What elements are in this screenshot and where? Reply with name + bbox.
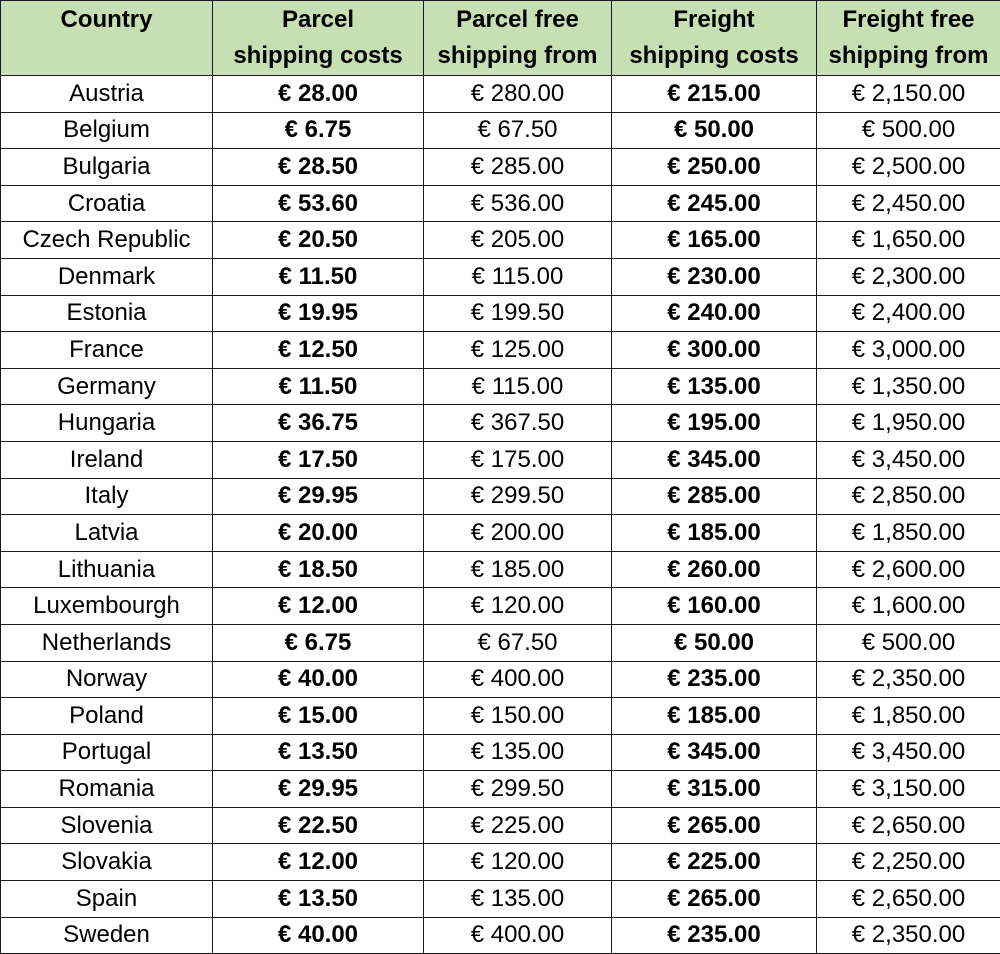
- table-row: [1, 771, 1000, 808]
- freight-shipping-cost-cell: € 185.00: [612, 698, 817, 735]
- parcel-free-shipping-from-cell: € 367.50: [424, 405, 612, 442]
- parcel-free-shipping-from-cell: € 135.00: [424, 881, 612, 918]
- parcel-free-shipping-from-cell: € 299.50: [424, 771, 612, 808]
- freight-shipping-cost-cell: € 245.00: [612, 185, 817, 222]
- parcel-free-shipping-from-cell: € 200.00: [424, 515, 612, 552]
- table-row: [1, 222, 1000, 259]
- table-row: [1, 624, 1000, 661]
- table-row: [1, 807, 1000, 844]
- country-cell: Slovakia: [1, 844, 213, 881]
- country-cell: Italy: [1, 478, 213, 515]
- country-cell: Lithuania: [1, 551, 213, 588]
- freight-free-shipping-from-cell: € 2,250.00: [817, 844, 1000, 881]
- freight-shipping-cost-cell: € 250.00: [612, 149, 817, 186]
- header-country-label: Country: [1, 2, 212, 38]
- freight-free-shipping-from-cell: € 2,400.00: [817, 295, 1000, 332]
- country-cell: Austria: [1, 76, 213, 113]
- table-row: [1, 185, 1000, 222]
- freight-free-shipping-from-cell: € 1,600.00: [817, 588, 1000, 625]
- freight-free-shipping-from-cell: € 2,850.00: [817, 478, 1000, 515]
- parcel-free-shipping-from-cell: € 125.00: [424, 332, 612, 369]
- parcel-shipping-cost-cell: € 12.00: [213, 844, 424, 881]
- header-line: Parcel: [213, 2, 423, 38]
- table-row: [1, 149, 1000, 186]
- country-cell: Sweden: [1, 917, 213, 954]
- freight-free-shipping-from-cell: € 3,450.00: [817, 441, 1000, 478]
- country-cell: Denmark: [1, 258, 213, 295]
- parcel-free-shipping-from-cell: € 225.00: [424, 807, 612, 844]
- header-line: Freight free: [817, 2, 1000, 38]
- parcel-shipping-cost-cell: € 28.50: [213, 149, 424, 186]
- parcel-shipping-cost-cell: € 13.50: [213, 734, 424, 771]
- table-row: [1, 332, 1000, 369]
- country-cell: Latvia: [1, 515, 213, 552]
- parcel-shipping-cost-cell: € 12.00: [213, 588, 424, 625]
- freight-shipping-cost-cell: € 235.00: [612, 917, 817, 954]
- parcel-free-shipping-from-cell: € 115.00: [424, 258, 612, 295]
- table-row: [1, 588, 1000, 625]
- freight-shipping-cost-cell: € 135.00: [612, 368, 817, 405]
- parcel-shipping-cost-cell: € 28.00: [213, 76, 424, 113]
- country-cell: Germany: [1, 368, 213, 405]
- freight-free-shipping-from-cell: € 2,600.00: [817, 551, 1000, 588]
- table-row: [1, 258, 1000, 295]
- country-cell: Luxembourgh: [1, 588, 213, 625]
- parcel-free-shipping-from-cell: € 150.00: [424, 698, 612, 735]
- freight-shipping-cost-cell: € 160.00: [612, 588, 817, 625]
- freight-shipping-cost-cell: € 300.00: [612, 332, 817, 369]
- parcel-shipping-cost-cell: € 22.50: [213, 807, 424, 844]
- header-freight-shipping-costs: [612, 1, 817, 76]
- country-cell: Netherlands: [1, 624, 213, 661]
- freight-free-shipping-from-cell: € 3,150.00: [817, 771, 1000, 808]
- parcel-free-shipping-from-cell: € 285.00: [424, 149, 612, 186]
- header-line: shipping costs: [612, 38, 816, 74]
- freight-free-shipping-from-cell: € 1,350.00: [817, 368, 1000, 405]
- parcel-shipping-cost-cell: € 53.60: [213, 185, 424, 222]
- country-cell: Poland: [1, 698, 213, 735]
- parcel-free-shipping-from-cell: € 299.50: [424, 478, 612, 515]
- parcel-shipping-cost-cell: € 11.50: [213, 368, 424, 405]
- header-line: Parcel free: [424, 2, 611, 38]
- parcel-shipping-cost-cell: € 29.95: [213, 478, 424, 515]
- freight-shipping-cost-cell: € 165.00: [612, 222, 817, 259]
- freight-shipping-cost-cell: € 345.00: [612, 441, 817, 478]
- country-cell: Spain: [1, 881, 213, 918]
- freight-free-shipping-from-cell: € 2,650.00: [817, 881, 1000, 918]
- parcel-shipping-cost-cell: € 13.50: [213, 881, 424, 918]
- table-row: [1, 515, 1000, 552]
- parcel-free-shipping-from-cell: € 175.00: [424, 441, 612, 478]
- freight-free-shipping-from-cell: € 2,650.00: [817, 807, 1000, 844]
- table-row: [1, 734, 1000, 771]
- freight-free-shipping-from-cell: € 1,650.00: [817, 222, 1000, 259]
- table-row: [1, 405, 1000, 442]
- parcel-free-shipping-from-cell: € 280.00: [424, 76, 612, 113]
- table-row: [1, 698, 1000, 735]
- header-line: shipping from: [424, 38, 611, 74]
- parcel-shipping-cost-cell: € 15.00: [213, 698, 424, 735]
- parcel-shipping-cost-cell: € 6.75: [213, 112, 424, 149]
- freight-free-shipping-from-cell: € 2,150.00: [817, 76, 1000, 113]
- freight-shipping-cost-cell: € 235.00: [612, 661, 817, 698]
- parcel-shipping-cost-cell: € 29.95: [213, 771, 424, 808]
- parcel-free-shipping-from-cell: € 536.00: [424, 185, 612, 222]
- parcel-shipping-cost-cell: € 18.50: [213, 551, 424, 588]
- parcel-shipping-cost-cell: € 40.00: [213, 917, 424, 954]
- table-row: [1, 917, 1000, 954]
- country-cell: Estonia: [1, 295, 213, 332]
- freight-shipping-cost-cell: € 230.00: [612, 258, 817, 295]
- parcel-free-shipping-from-cell: € 400.00: [424, 661, 612, 698]
- header-country: [1, 1, 213, 76]
- table-row: [1, 881, 1000, 918]
- country-cell: Hungaria: [1, 405, 213, 442]
- country-cell: Romania: [1, 771, 213, 808]
- country-cell: Slovenia: [1, 807, 213, 844]
- freight-free-shipping-from-cell: € 2,350.00: [817, 917, 1000, 954]
- freight-shipping-cost-cell: € 265.00: [612, 807, 817, 844]
- parcel-free-shipping-from-cell: € 205.00: [424, 222, 612, 259]
- header-freight-free-shipping-from: [817, 1, 1000, 76]
- freight-shipping-cost-cell: € 260.00: [612, 551, 817, 588]
- parcel-free-shipping-from-cell: € 185.00: [424, 551, 612, 588]
- table-row: [1, 295, 1000, 332]
- parcel-free-shipping-from-cell: € 67.50: [424, 624, 612, 661]
- parcel-shipping-cost-cell: € 20.50: [213, 222, 424, 259]
- country-cell: Norway: [1, 661, 213, 698]
- freight-free-shipping-from-cell: € 500.00: [817, 112, 1000, 149]
- header-parcel-free-shipping-from: [424, 1, 612, 76]
- freight-shipping-cost-cell: € 315.00: [612, 771, 817, 808]
- parcel-shipping-cost-cell: € 36.75: [213, 405, 424, 442]
- country-cell: Czech Republic: [1, 222, 213, 259]
- country-cell: Croatia: [1, 185, 213, 222]
- freight-shipping-cost-cell: € 265.00: [612, 881, 817, 918]
- table-row: [1, 368, 1000, 405]
- header-parcel-shipping-costs: [213, 1, 424, 76]
- parcel-shipping-cost-cell: € 40.00: [213, 661, 424, 698]
- table-row: [1, 551, 1000, 588]
- freight-shipping-cost-cell: € 185.00: [612, 515, 817, 552]
- freight-shipping-cost-cell: € 50.00: [612, 112, 817, 149]
- parcel-free-shipping-from-cell: € 67.50: [424, 112, 612, 149]
- parcel-free-shipping-from-cell: € 120.00: [424, 588, 612, 625]
- freight-shipping-cost-cell: € 195.00: [612, 405, 817, 442]
- parcel-shipping-cost-cell: € 17.50: [213, 441, 424, 478]
- header-row: [1, 1, 1000, 76]
- freight-free-shipping-from-cell: € 1,850.00: [817, 698, 1000, 735]
- table-row: [1, 478, 1000, 515]
- table-header: [1, 1, 1000, 76]
- parcel-free-shipping-from-cell: € 199.50: [424, 295, 612, 332]
- freight-free-shipping-from-cell: € 500.00: [817, 624, 1000, 661]
- freight-free-shipping-from-cell: € 3,000.00: [817, 332, 1000, 369]
- table-row: [1, 76, 1000, 113]
- parcel-free-shipping-from-cell: € 135.00: [424, 734, 612, 771]
- freight-shipping-cost-cell: € 50.00: [612, 624, 817, 661]
- parcel-shipping-cost-cell: € 20.00: [213, 515, 424, 552]
- table-row: [1, 112, 1000, 149]
- freight-shipping-cost-cell: € 345.00: [612, 734, 817, 771]
- freight-free-shipping-from-cell: € 2,300.00: [817, 258, 1000, 295]
- freight-free-shipping-from-cell: € 1,950.00: [817, 405, 1000, 442]
- country-cell: Ireland: [1, 441, 213, 478]
- parcel-shipping-cost-cell: € 6.75: [213, 624, 424, 661]
- freight-shipping-cost-cell: € 285.00: [612, 478, 817, 515]
- table-row: [1, 661, 1000, 698]
- table-body: [1, 76, 1000, 954]
- country-cell: Bulgaria: [1, 149, 213, 186]
- parcel-shipping-cost-cell: € 12.50: [213, 332, 424, 369]
- freight-free-shipping-from-cell: € 2,350.00: [817, 661, 1000, 698]
- country-cell: Belgium: [1, 112, 213, 149]
- country-cell: Portugal: [1, 734, 213, 771]
- freight-shipping-cost-cell: € 225.00: [612, 844, 817, 881]
- header-line: Freight: [612, 2, 816, 38]
- parcel-free-shipping-from-cell: € 120.00: [424, 844, 612, 881]
- parcel-free-shipping-from-cell: € 400.00: [424, 917, 612, 954]
- freight-free-shipping-from-cell: € 2,500.00: [817, 149, 1000, 186]
- parcel-shipping-cost-cell: € 19.95: [213, 295, 424, 332]
- header-line: shipping costs: [213, 38, 423, 74]
- table-row: [1, 844, 1000, 881]
- freight-free-shipping-from-cell: € 3,450.00: [817, 734, 1000, 771]
- header-line: shipping from: [817, 38, 1000, 74]
- parcel-shipping-cost-cell: € 11.50: [213, 258, 424, 295]
- freight-free-shipping-from-cell: € 1,850.00: [817, 515, 1000, 552]
- freight-free-shipping-from-cell: € 2,450.00: [817, 185, 1000, 222]
- country-cell: France: [1, 332, 213, 369]
- parcel-free-shipping-from-cell: € 115.00: [424, 368, 612, 405]
- freight-shipping-cost-cell: € 215.00: [612, 76, 817, 113]
- freight-shipping-cost-cell: € 240.00: [612, 295, 817, 332]
- table-row: [1, 441, 1000, 478]
